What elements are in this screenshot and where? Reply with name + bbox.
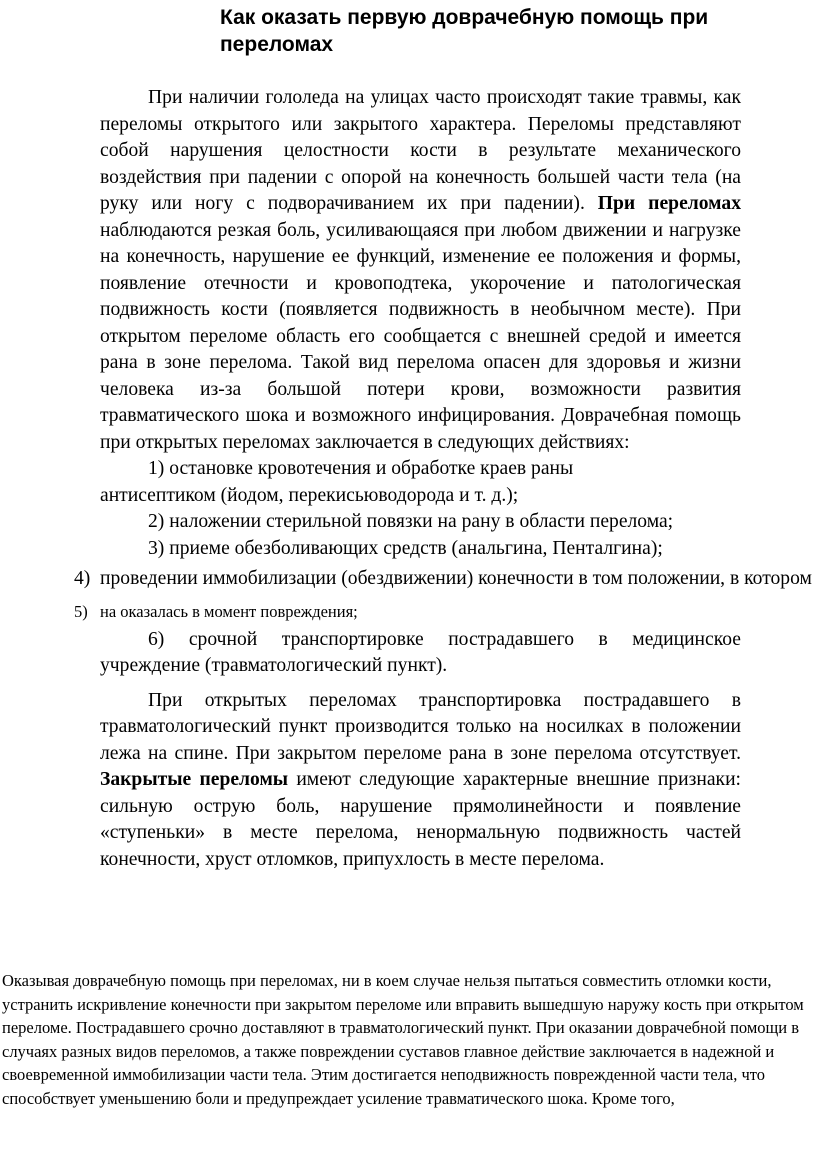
step-4-number: 4) (74, 568, 91, 589)
paragraph-text: наблюдаются резкая боль, усиливающаяся при любом движении и нагрузке на конечность, нарушение ее функций, изменение ее положения и формы, появление отечности и кровоподтека, укорочение и патологическая подвижность кости (появляется подвижность в необычном месте). При открытом переломе область его сообщается с внешней средой и имеется рана в зоне перелома. Такой вид перелома опасен для здоровья и жизни человека из-за большой потери крови, возможности развития травматического шока и возможного инфицирования. Доврачебная помощь при открытых переломах заключается в следующих действиях: (100, 219, 741, 453)
step-1: 1) остановке кровотечения и обработке краев раны (148, 458, 574, 479)
step-5-text: на оказалась в момент повреждения; (100, 601, 358, 621)
document-title: Как оказать первую доврачебную помощь при переломах (220, 6, 709, 56)
paragraph-text: При наличии гололеда на улицах часто происходят такие травмы, как переломы открытого или закрытого характера. Переломы представляют собой нарушения целостности кости в результате механического воздействия при падении с опорой на конечность большей части тела (на руку или ногу с подворачиванием их при падении). (100, 87, 741, 214)
paragraph-closed-fractures (100, 688, 741, 874)
document-body (74, 85, 812, 873)
step-5 (74, 601, 741, 623)
paragraph-text: имеют следующие характерные внешние признаки: сильную острую боль, нарушение прямолинейности и появление «ступеньки» в месте перелома, ненормальную подвижность частей конечности, хруст отломков, припухлость в месте перелома. (100, 769, 741, 870)
step-6: 6) срочной транспортировке пострадавшего в медицинское учреждение (травматологический пункт). (100, 628, 741, 676)
paragraph-text: При открытых переломах транспортировка пострадавшего в травматологический пункт производится только на носилках в положении лежа на спине. При закрытом переломе рана в зоне перелома отсутствует. (100, 689, 741, 764)
bold-term-fractures: При переломах (597, 193, 741, 214)
step-1-continued: антисептиком (йодом, перекисьюводорода и т. д.); (100, 484, 519, 506)
bold-term-closed-fractures: Закрытые переломы (100, 769, 289, 790)
step-3: 3) приеме обезболивающих средств (анальгина, Пенталгина); (148, 537, 663, 559)
step-4 (74, 566, 816, 593)
step-4-text: проведении иммобилизации (обездвижении) конечности в том положении, в котором (100, 568, 812, 589)
step-2: 2) наложении стерильной повязки на рану в области перелома; (148, 511, 674, 532)
step-5-number: 5) (74, 601, 88, 621)
paragraph-first-aid-advice: Оказывая доврачебную помощь при переломах, ни в коем случае нельзя пытаться совместить отломки кости, устранить искривление конечности при закрытом переломе или вправить вышедшую наружу кость при открытом переломе. Пострадавшего срочно доставляют в травматологический пункт. При оказании доврачебной помощи в случаях разных видов переломов, а также повреждении суставов главное действие заключается в надежной и своевременной иммобилизации части тела. Этим достигается неподвижность поврежденной части тела, что способствует уменьшению боли и предупреждает усиление травматического шока. Кроме того, (2, 971, 804, 1108)
paragraph-fractures-intro (100, 85, 741, 456)
